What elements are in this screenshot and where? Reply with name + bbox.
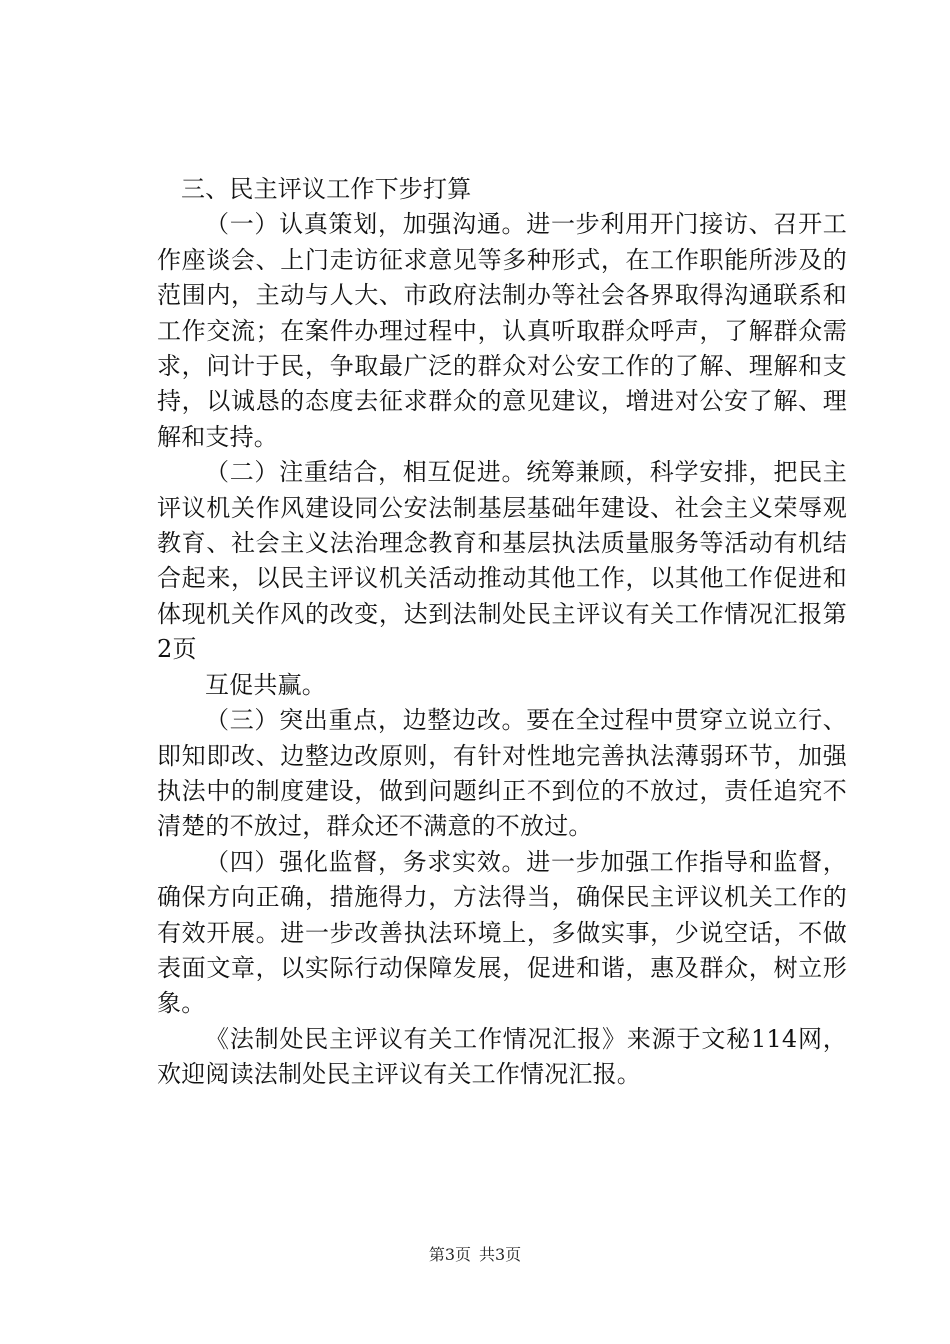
page-total: 共3页 bbox=[479, 1245, 522, 1264]
document-body bbox=[157, 172, 847, 1093]
paragraph-2: （二）注重结合，相互促进。统筹兼顾，科学安排，把民主评议机关作风建设同公安法制基层基础年建设、社会主义荣辱观教育、社会主义法治理念教育和基层执法质量服务等活动有机结合起来，以民主评议机关活动推动其他工作，以其他工作促进和体现机关作风的改变，达到法制处民主评议有关工作情况汇报第2页 bbox=[157, 458, 847, 664]
paragraph-4: （三）突出重点，边整边改。要在全过程中贯穿立说立行、即知即改、边整边改原则，有针对性地完善执法薄弱环节，加强执法中的制度建设，做到问题纠正不到位的不放过，责任追究不清楚的不放过，群众还不满意的不放过。 bbox=[157, 706, 847, 841]
page-number: 第3页 bbox=[428, 1245, 471, 1264]
paragraph-6: 《法制处民主评议有关工作情况汇报》来源于文秘114网，欢迎阅读法制处民主评议有关工作情况汇报。 bbox=[157, 1024, 847, 1089]
page-footer bbox=[0, 1244, 950, 1266]
paragraph-5: （四）强化监督，务求实效。进一步加强工作指导和监督，确保方向正确，措施得力，方法得当，确保民主评议机关工作的有效开展。进一步改善执法环境上，多做实事，少说空话，不做表面文章，以实际行动保障发展，促进和谐，惠及群众，树立形象。 bbox=[157, 847, 847, 1018]
paragraph-1: （一）认真策划，加强沟通。进一步利用开门接访、召开工作座谈会、上门走访征求意见等多种形式，在工作职能所涉及的范围内，主动与人大、市政府法制办等社会各界取得沟通联系和工作交流；在案件办理过程中，认真听取群众呼声，了解群众需求，问计于民，争取最广泛的群众对公安工作的了解、理解和支持，以诚恳的态度去征求群众的意见建议，增进对公安了解、理解和支持。 bbox=[157, 210, 847, 451]
section-heading: 三、民主评议工作下步打算 bbox=[181, 175, 472, 203]
paragraph-3: 互促共赢。 bbox=[205, 670, 326, 699]
